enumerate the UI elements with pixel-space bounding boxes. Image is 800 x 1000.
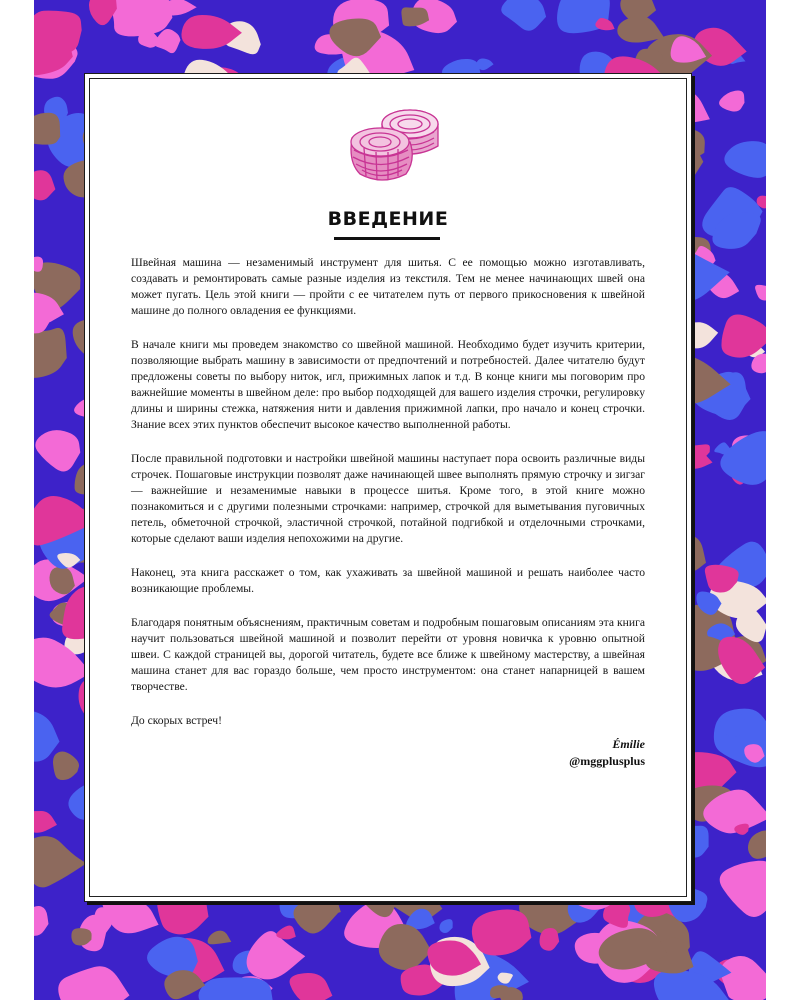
pattern-leaf-shape	[501, 0, 546, 31]
pattern-leaf-shape	[472, 909, 532, 955]
pattern-leaf-shape	[617, 16, 664, 43]
body-text	[131, 255, 645, 747]
pattern-leaf-shape	[439, 919, 452, 933]
content-card	[84, 73, 692, 902]
title-underline	[334, 237, 440, 240]
pattern-leaf-shape	[34, 710, 59, 761]
pattern-leaf-shape	[34, 836, 86, 887]
pattern-leaf-shape	[721, 956, 766, 1000]
paragraph-5: Благодаря понятным объяснениям, практичным советам и подробным пошаговым описаниям эта книга научит пользоваться швейной машиной и позволит перейти от уровня новичка к уровню опытной швеи. С каждой страницей вы, дорогой читатель, будете все ближе к швейному мастерству, а швейная машина станет для вас гораздо больше, чем просто инструментом: она станет напарницей в вашем творчестве.	[131, 616, 645, 693]
pattern-leaf-shape	[379, 924, 432, 970]
pattern-leaf-shape	[208, 931, 232, 945]
closing-line: До скорых встреч!	[131, 714, 222, 727]
pattern-leaf-shape	[294, 899, 339, 934]
signature-handle: @mggplusplus	[569, 754, 645, 768]
pattern-leaf-shape	[35, 430, 80, 471]
page-title: ВВЕДЕНИЕ	[327, 208, 449, 230]
pattern-leaf-shape	[755, 285, 766, 301]
pattern-leaf-shape	[198, 977, 273, 1000]
pattern-leaf-shape	[724, 141, 766, 178]
pattern-leaf-shape	[719, 91, 744, 112]
paragraph-1: Швейная машина — незаменимый инструмент для шитья. С ее помощью можно изготавливать, создавать и ремонтировать самые разные изделия из текстиля. Тем не менее начинающих швей она может пугать. Цель этой книги — пройти с ее читателем путь от первого прикосновения к швейной машине до полного овладения ее функциями.	[131, 256, 645, 317]
pattern-leaf-shape	[34, 170, 55, 200]
signature-name: Émilie	[612, 737, 645, 751]
pattern-leaf-shape	[720, 431, 766, 485]
pattern-leaf-shape	[34, 906, 49, 936]
signature	[569, 736, 645, 770]
pattern-leaf-shape	[714, 442, 732, 454]
paragraph-4: Наконец, эта книга расскажет о том, как ухаживать за швейной машиной и решать наиболее часто возникающие проблемы.	[131, 566, 645, 595]
paragraph-3: После правильной подготовки и настройки швейной машины наступает пора освоить различные виды строчек. Пошаговые инструкции позволят даже начинающей швее выполнять прямую строчку и зигзаг — важнейшие и незаменимые навыки в процессе шитья. Кроме того, в этой книге можно познакомиться и с другими полезными строчками: например, строчкой для выметывания пуговичных петель, обметочной строчкой, эластичной строчкой, потайной подгибкой и отделочными строчками, которые сделают ваши изделия непохожими на другие.	[131, 452, 645, 545]
pattern-leaf-shape	[34, 11, 82, 55]
pattern-leaf-shape	[540, 928, 560, 951]
pattern-leaf-shape	[34, 811, 57, 833]
pattern-leaf-shape	[147, 937, 198, 977]
paragraph-2: В начале книги мы проведем знакомство со швейной машиной. Необходимо будет изучить критерии, позволяющие выбрать машину в зависимости от предпочтений и потребностей. Далее читателю будут предложены советы по выбору ниток, игл, прижимных лапок и т.д. В конце книги мы поговорим про важнейшие моменты в швейном деле: про выбор подходящей для вашего изделия строчки, регулировку длины и ширины стежка, натяжения нити и давления прижимной лапки, про начало и конец строчки. Знание всех этих пунктов обеспечит высокое качество выполненной работы.	[131, 338, 645, 431]
pattern-leaf-shape	[34, 113, 60, 145]
yarn-balls-icon	[342, 102, 452, 182]
page-background	[34, 0, 766, 1000]
pattern-leaf-shape	[89, 0, 117, 25]
pattern-leaf-shape	[58, 966, 129, 1000]
pattern-leaf-shape	[748, 830, 766, 858]
pattern-leaf-shape	[53, 752, 79, 780]
pattern-leaf-shape	[276, 926, 296, 940]
pattern-leaf-shape	[34, 328, 67, 378]
pattern-leaf-shape	[476, 58, 493, 70]
pattern-leaf-shape	[720, 861, 766, 917]
pattern-leaf-shape	[247, 931, 306, 979]
pattern-leaf-shape	[290, 973, 333, 1000]
